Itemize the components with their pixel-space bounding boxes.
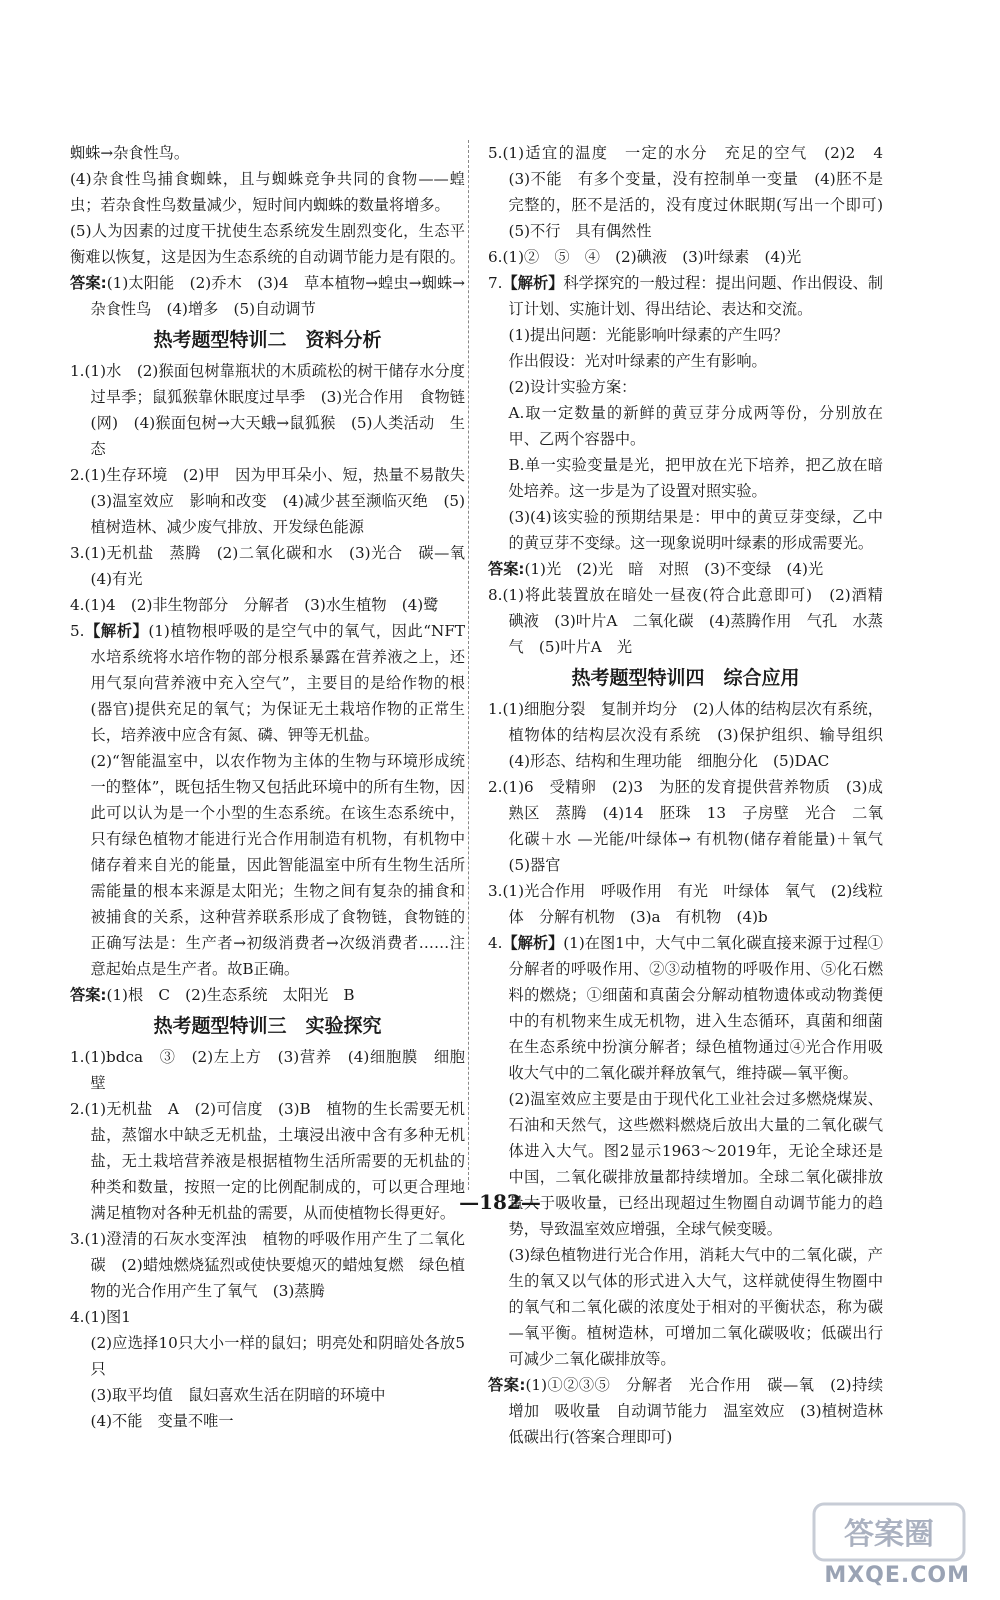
paragraph: (3)绿色植物进行光合作用，消耗大气中的二氧化碳，产生的氧又以气体的形式进入大气，这样就使得生物圈中的氧气和二氧化碳的浓度处于相对的平衡状态，称为碳—氧平衡。植树造林，可增加二氧化碳吸收；低碳出行可减少二氧化碳排放等。 bbox=[508, 1246, 883, 1368]
question-answer: 2.(1)无机盐 A (2)可信度 (3)B 植物的生长需要无机盐，蒸馏水中缺乏无机盐，土壤浸出液中含有多种无机盐，无土栽培营养液是根据植物生活所需要的无机盐的种类和数量，按照一定的比例配制成的，可以更合理地满足植物对各种无机盐的需要，从而使植物长得更好。 bbox=[70, 1100, 465, 1222]
question-number: 4. bbox=[488, 934, 503, 952]
section-heading: 热考题型特训四 综合应用 bbox=[571, 667, 800, 689]
question-number: 5. bbox=[70, 622, 85, 640]
analysis-text: (1)植物根呼吸的是空气中的氧气，因此“NFT水培系统将水培作物的部分根系暴露在营养液之上，还用气泵向营养液中充入空气”，主要目的是给作物的根(器官)提供充足的氧气；为保证无土栽培作物的正常生长，培养液中应含有氮、磷、钾等无机盐。 bbox=[90, 622, 466, 744]
answer-line bbox=[70, 982, 465, 1008]
answer-line bbox=[70, 270, 465, 322]
page-number: —182— bbox=[459, 1190, 541, 1214]
paragraph: B.单一实验变量是光，把甲放在光下培养，把乙放在暗处培养。这一步是为了设置对照实验。 bbox=[508, 456, 883, 500]
answer-label: 答案: bbox=[70, 986, 107, 1004]
svg-text:答案圈: 答案圈 bbox=[844, 1517, 934, 1552]
analysis-item bbox=[488, 270, 883, 322]
question-answer: 2.(1)生存环境 (2)甲 因为甲耳朵小、短，热量不易散失 (3)温室效应 影响和改变 (4)减少甚至濒临灭绝 (5)植树造林、减少废气排放、开发绿色能源 bbox=[70, 466, 481, 536]
right-column bbox=[488, 140, 899, 1450]
question-answer: 2.(1)6 受精卵 (2)3 为胚的发育提供营养物质 (3)成熟区 蒸腾 (4)14 胚珠 13 子房壁 光合 二氧化碳＋水 —光能/叶绿体→ 有机物(储存着能量)＋氧气 (5)器官 bbox=[488, 778, 899, 874]
answer-text: (1)光 (2)光 暗 对照 (3)不变绿 (4)光 bbox=[524, 560, 824, 578]
paragraph: 蜘蛛→杂食性鸟。 bbox=[70, 144, 190, 162]
paragraph: (2)温室效应主要是由于现代化工业社会过多燃烧煤炭、石油和天然气，这些燃料燃烧后放出大量的二氧化碳气体进入大气。图2显示1963～2019年，无论全球还是中国，二氧化碳排放量都持续增加。全球二氧化碳排放量大于吸收量，已经出现超过生物圈自动调节能力的趋势，导致温室效应增强，全球气候变暖。 bbox=[508, 1090, 883, 1238]
analysis-label: 【解析】 bbox=[84, 622, 149, 640]
left-column bbox=[70, 140, 481, 1434]
column-divider bbox=[468, 140, 469, 1190]
section-heading: 热考题型特训二 资料分析 bbox=[153, 329, 382, 351]
question-number: 7. bbox=[488, 274, 503, 292]
paragraph: 作出假设：光对叶绿素的产生有影响。 bbox=[508, 352, 767, 370]
question-answer: 5.(1)适宜的温度 一定的水分 充足的空气 (2)2 4 (3)不能 有多个变量，没有控制单一变量 (4)胚不是完整的，胚不是活的，没有度过休眠期(写出一个即可) (5)不行 具有偶然性 bbox=[488, 144, 899, 240]
paragraph: (1)提出问题：光能影响叶绿素的产生吗？ bbox=[508, 326, 789, 344]
paragraph: (2)应选择10只大小一样的鼠妇；明亮处和阴暗处各放5只 bbox=[90, 1334, 465, 1378]
watermark-text: MXQE.COM bbox=[824, 1563, 970, 1588]
question-answer: 3.(1)澄清的石灰水变浑浊 植物的呼吸作用产生了二氧化碳 (2)蜡烛燃烧猛烈或使快要熄灭的蜡烛复燃 绿色植物的光合作用产生了氧气 (3)蒸腾 bbox=[70, 1230, 465, 1300]
section-heading: 热考题型特训三 实验探究 bbox=[153, 1015, 382, 1037]
question-answer: 3.(1)光合作用 呼吸作用 有光 叶绿体 氧气 (2)线粒体 分解有机物 (3)a 有机物 (4)b bbox=[488, 882, 883, 926]
paragraph: (3)(4)该实验的预期结果是：甲中的黄豆芽变绿，乙中的黄豆芽不变绿。这一现象说明叶绿素的形成需要光。 bbox=[508, 508, 883, 552]
analysis-item bbox=[70, 618, 465, 748]
paragraph: (3)取平均值 鼠妇喜欢生活在阴暗的环境中 bbox=[90, 1386, 386, 1404]
answer-text: (1)①②③⑤ 分解者 光合作用 碳—氧 (2)持续增加 吸收量 自动调节能力 温室效应 (3)植树造林 低碳出行(答案合理即可) bbox=[508, 1376, 899, 1446]
answer-text: (1)根 C (2)生态系统 太阳光 B bbox=[106, 986, 355, 1004]
question-answer: 1.(1)bdca ③ (2)左上方 (3)营养 (4)细胞膜 细胞壁 bbox=[70, 1048, 465, 1092]
question-answer: 4.(1)图1 bbox=[70, 1308, 131, 1326]
paragraph: (4)不能 变量不唯一 bbox=[90, 1412, 234, 1430]
question-answer: 4.(1)4 (2)非生物部分 分解者 (3)水生植物 (4)鹭 bbox=[70, 596, 439, 614]
answer-label: 答案: bbox=[488, 560, 525, 578]
answer-line bbox=[488, 1372, 899, 1450]
analysis-label: 【解析】 bbox=[502, 274, 564, 292]
answer-label: 答案: bbox=[70, 274, 107, 292]
answer-text: (1)太阳能 (2)乔木 (3)4 草本植物→蝗虫→蜘蛛→杂食性鸟 (4)增多 (5)自动调节 bbox=[90, 274, 465, 318]
question-answer: 1.(1)细胞分裂 复制并均分 (2)人体的结构层次有系统，植物体的结构层次没有系统 (3)保护组织、输导组织 (4)形态、结构和生理功能 细胞分化 (5)DAC bbox=[488, 700, 899, 770]
question-answer: 1.(1)水 (2)猴面包树靠瓶状的木质疏松的树干储存水分度过旱季；鼠狐猴靠休眠度过旱季 (3)光合作用 食物链(网) (4)猴面包树→大天蛾→鼠狐猴 (5)人类活动 生态 bbox=[70, 362, 465, 458]
paragraph: (2)“智能温室中，以农作物为主体的生物与环境形成统一的整体”，既包括生物又包括此环境中的所有生物，因此可以认为是一个小型的生态系统。在该生态系统中，只有绿色植物才能进行光合作用制造有机物，有机物中储存着来自光的能量，因此智能温室中所有生物生活所需能量的根本来源是太阳光；生物之间有复杂的捕食和被捕食的关系，这种营养联系形成了食物链，食物链的正确写法是：生产者→初级消费者→次级消费者……注意起始点是生产者。故B正确。 bbox=[90, 752, 465, 978]
answer-label: 答案: bbox=[488, 1376, 526, 1394]
answer-line bbox=[488, 556, 883, 582]
paragraph: (5)人为因素的过度干扰使生态系统发生剧烈变化，生态平衡难以恢复，这是因为生态系统的自动调节能力是有限的。 bbox=[70, 222, 465, 266]
analysis-text: 科学探究的一般过程：提出问题、作出假设、制订计划、实施计划、得出结论、表达和交流。 bbox=[508, 274, 884, 318]
analysis-item bbox=[488, 930, 883, 1086]
question-answer: 6.(1)② ⑤ ④ (2)碘液 (3)叶绿素 (4)光 bbox=[488, 248, 802, 266]
paragraph: (2)设计实验方案： bbox=[508, 378, 637, 396]
question-answer: 8.(1)将此装置放在暗处一昼夜(符合此意即可) (2)酒精 碘液 (3)叶片A 二氧化碳 (4)蒸腾作用 气孔 水蒸气 (5)叶片A 光 bbox=[488, 586, 899, 656]
paragraph: (4)杂食性鸟捕食蜘蛛，且与蜘蛛竞争共同的食物——蝗虫；若杂食性鸟数量减少，短时间内蜘蛛的数量将增多。 bbox=[70, 170, 465, 214]
paragraph: A.取一定数量的新鲜的黄豆芽分成两等份，分别放在甲、乙两个容器中。 bbox=[508, 404, 883, 448]
question-answer: 3.(1)无机盐 蒸腾 (2)二氧化碳和水 (3)光合 碳—氧 (4)有光 bbox=[70, 544, 481, 588]
analysis-label: 【解析】 bbox=[502, 934, 564, 952]
analysis-text: (1)在图1中，大气中二氧化碳直接来源于过程①分解者的呼吸作用、②③动植物的呼吸作用、⑤化石燃料的燃烧；①细菌和真菌会分解动植物遗体或动物粪便中的有机物来生成无机物，进入生态循环，真菌和细菌在生态系统中扮演分解者；绿色植物通过④光合作用吸收大气中的二氧化碳并释放氧气，维持碳—氧平衡。 bbox=[508, 934, 883, 1082]
